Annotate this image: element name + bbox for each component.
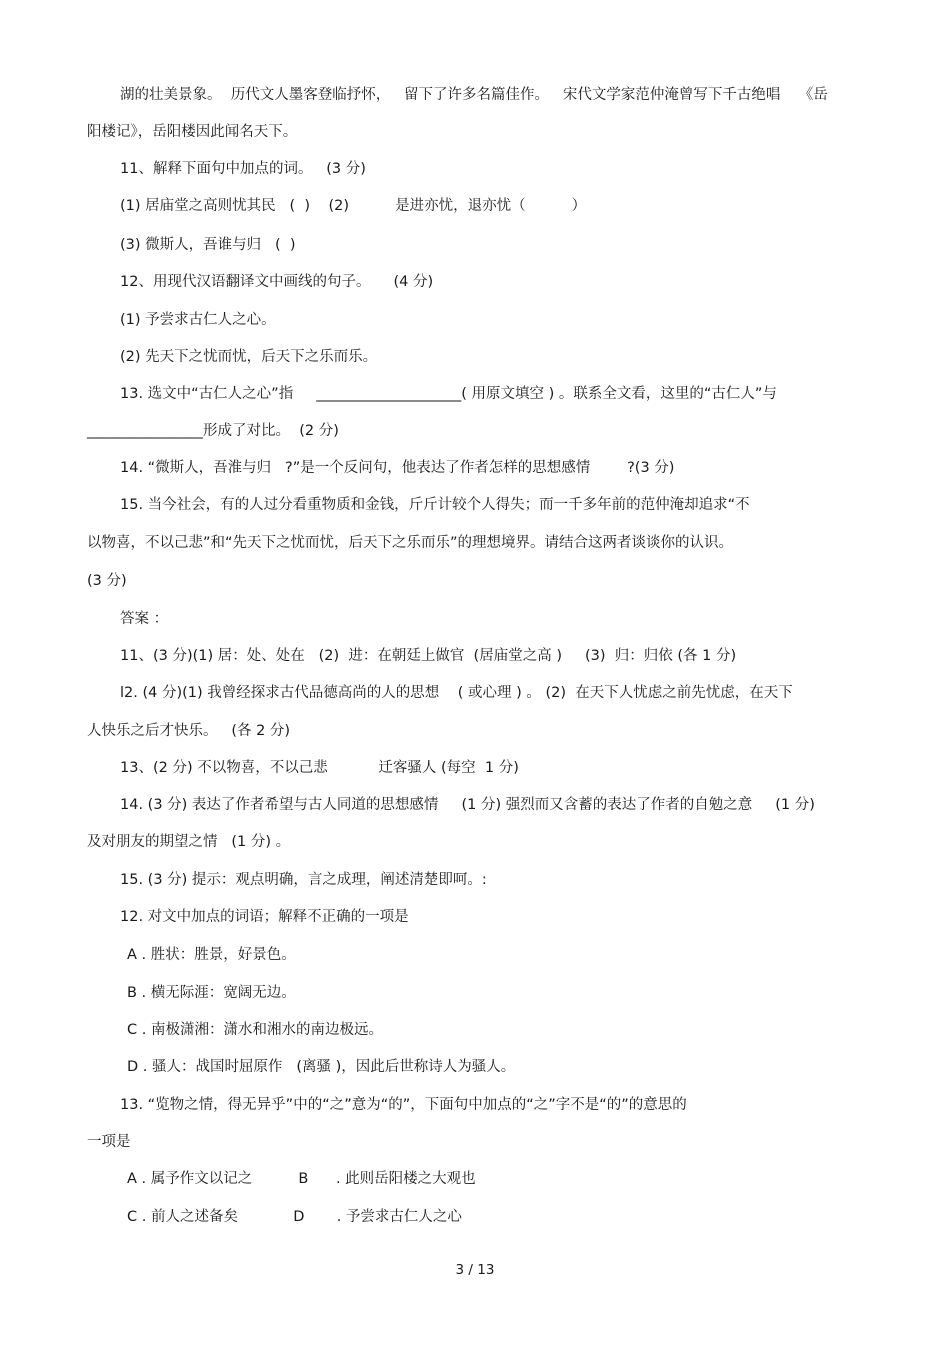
text-line: 湖的壮美景象。 历代文人墨客登临抒怀， 留下了许多名篇佳作。 宋代文学家范仲淹曾写下千古绝唱 《岳 (120, 87, 828, 103)
text-line: (3) 微斯人，吾谁与归 ( ) (120, 237, 296, 253)
question-12-choice: 12. 对文中加点的词语；解释不正确的一项是 (120, 909, 409, 925)
option-c: C . 南极潇湘：潇水和湘水的南边极远。 (127, 1022, 383, 1038)
answer-heading: 答案 ： (120, 611, 169, 627)
answer-11: 11、(3 分)(1) 居：处、处在 (2) 进：在朝廷上做官 (居庙堂之高 ) (3) 归：归依 (各 1 分) (120, 648, 737, 664)
text-line: 一项是 (87, 1134, 131, 1150)
answer-12: l2. (4 分)(1) 我曾经探求古代品德高尚的人的思想 ( 或心理 ) 。 (2) 在天下人忧虑之前先忧虑，在天下 (120, 685, 793, 701)
answer-13: 13、(2 分) 不以物喜，不以己悲 迁客骚人 (每空 1 分) (120, 760, 519, 776)
option-d: D . 骚人：战国时屈原作 (离骚 )，因此后世称诗人为骚人。 (127, 1059, 516, 1075)
option-b: B . 横无际涯：宽阔无边。 (127, 985, 296, 1001)
text-line: ________________形成了对比。 (2 分) (87, 423, 339, 439)
question-14: 14. “微斯人，吾淮与归 ?”是一个反问句，他表达了作者怎样的思想感情 ?(3 分) (120, 460, 675, 476)
option-a: A . 胜状：胜景，好景色。 (127, 947, 296, 963)
text-line: (1) 居庙堂之高则忧其民 ( ) (2) 是进亦忧，退亦忧（ ） (120, 198, 587, 214)
question-13: 13. 选文中“古仁人之心”指 ____________________( 用原文填空 ) 。联系全文看，这里的“古仁人”与 (120, 386, 777, 402)
question-13-choice: 13. “览物之情，得无异乎”中的“之”意为“的”，下面句中加点的“之”字不是“的”的意思的 (120, 1097, 687, 1113)
question-12: 12、用现代汉语翻译文中画线的句子。 (4 分) (120, 274, 434, 290)
answer-15: 15. (3 分) 提示：观点明确，言之成理，阐述清楚即呵。: (120, 872, 487, 888)
text-line: 以物喜，不以己悲”和“先天下之忧而忧，后天下之乐而乐”的理想境界。请结合这两者谈谈你的认识。 (87, 535, 734, 551)
text-line: (2) 先天下之忧而忧，后天下之乐而乐。 (120, 349, 378, 365)
text-line: 及对朋友的期望之情 (1 分) 。 (87, 834, 291, 850)
text-line: (1) 予尝求古仁人之心。 (120, 312, 276, 328)
answer-14: 14. (3 分) 表达了作者希望与古人同道的思想感情 (1 分) 强烈而又含蓄的表达了作者的自勉之意 (1 分) (120, 797, 815, 813)
question-11: 11、解释下面句中加点的词。 (3 分) (120, 161, 366, 177)
question-15: 15. 当今社会，有的人过分看重物质和金钱，斤斤计较个人得失；而一千多年前的范仲淹却追求“不 (120, 497, 750, 513)
text-line: 人快乐之后才快乐。 (各 2 分) (87, 723, 291, 739)
options-c-d: C . 前人之述备矣 D . 予尝求古仁人之心 (127, 1209, 462, 1225)
text-line: 阳楼记》，岳阳楼因此闻名天下。 (87, 124, 298, 140)
options-a-b: A . 属予作文以记之 B . 此则岳阳楼之大观也 (127, 1171, 476, 1187)
page-number: 3 / 13 (455, 1262, 495, 1278)
text-line: (3 分) (87, 573, 127, 589)
